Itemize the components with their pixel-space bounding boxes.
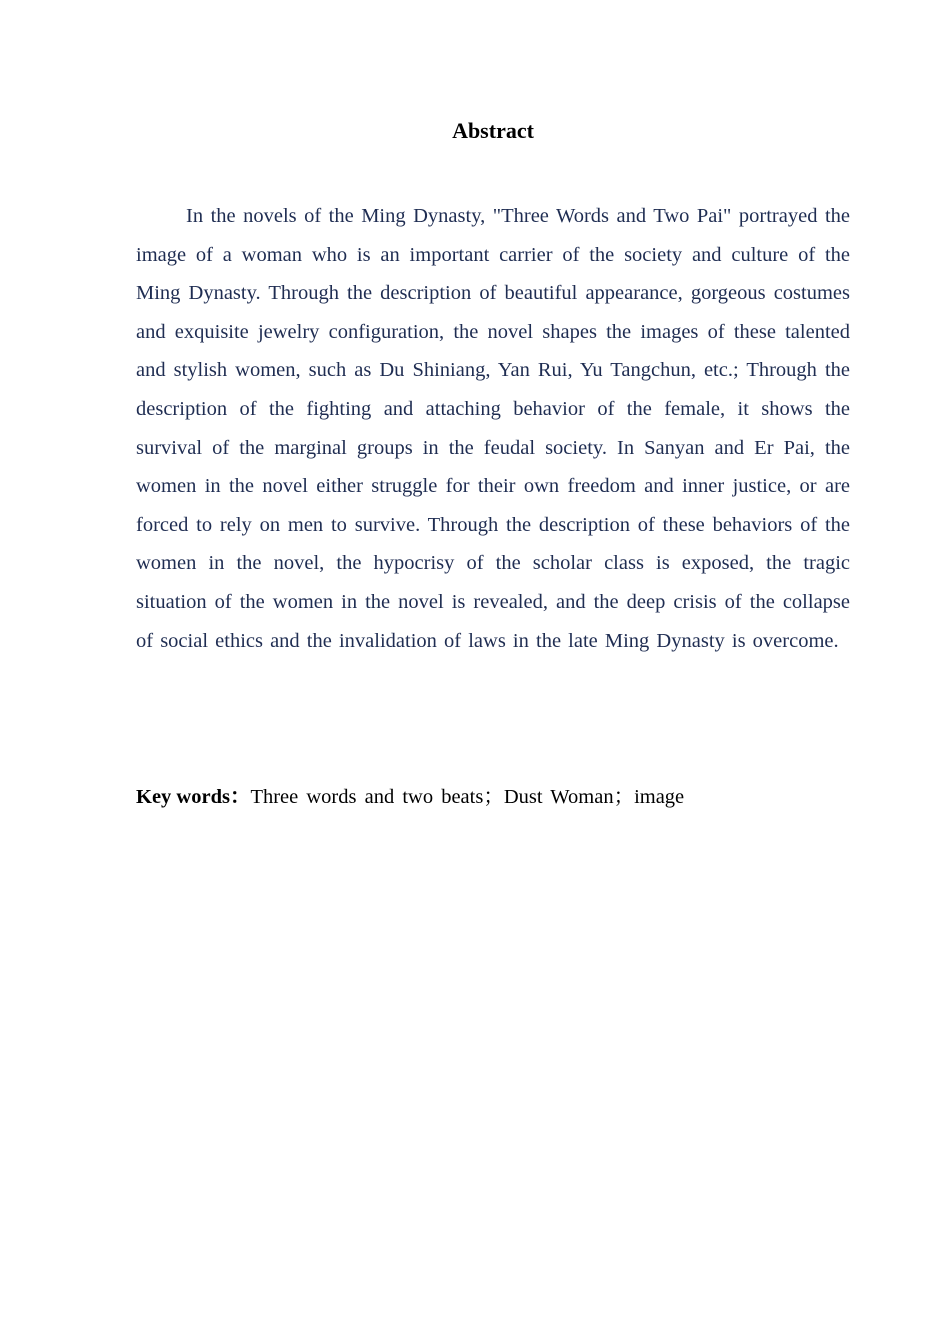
keywords-label: Key words： [136,786,251,808]
abstract-paragraph: In the novels of the Ming Dynasty, "Three Words and Two Pai" portrayed the image of a woman who is an important carrier of the society and culture of the Ming Dynasty. Through the description of beautiful appearance, gorgeous costumes and exquisite jewelry configuration, the novel shapes the images of these talented and stylish women, such as Du Shiniang, Yan Rui, Yu Tangchun, etc.; Through the description of the fighting and attaching behavior of the female, it shows the survival of the marginal groups in the feudal society. In Sanyan and Er Pai, the women in the novel either struggle for their own freedom and inner justice, or are forced to rely on men to survive. Through the description of these behaviors of the women in the novel, the hypocrisy of the scholar class is exposed, the tragic situation of the women in the novel is revealed, and the deep crisis of the collapse of social ethics and the invalidation of laws in the late Ming Dynasty is overcome. [136,205,850,652]
page-title: Abstract [452,118,534,143]
keywords-line [136,779,850,815]
keywords-text: Three words and two beats；Dust Woman；image [250,786,685,808]
